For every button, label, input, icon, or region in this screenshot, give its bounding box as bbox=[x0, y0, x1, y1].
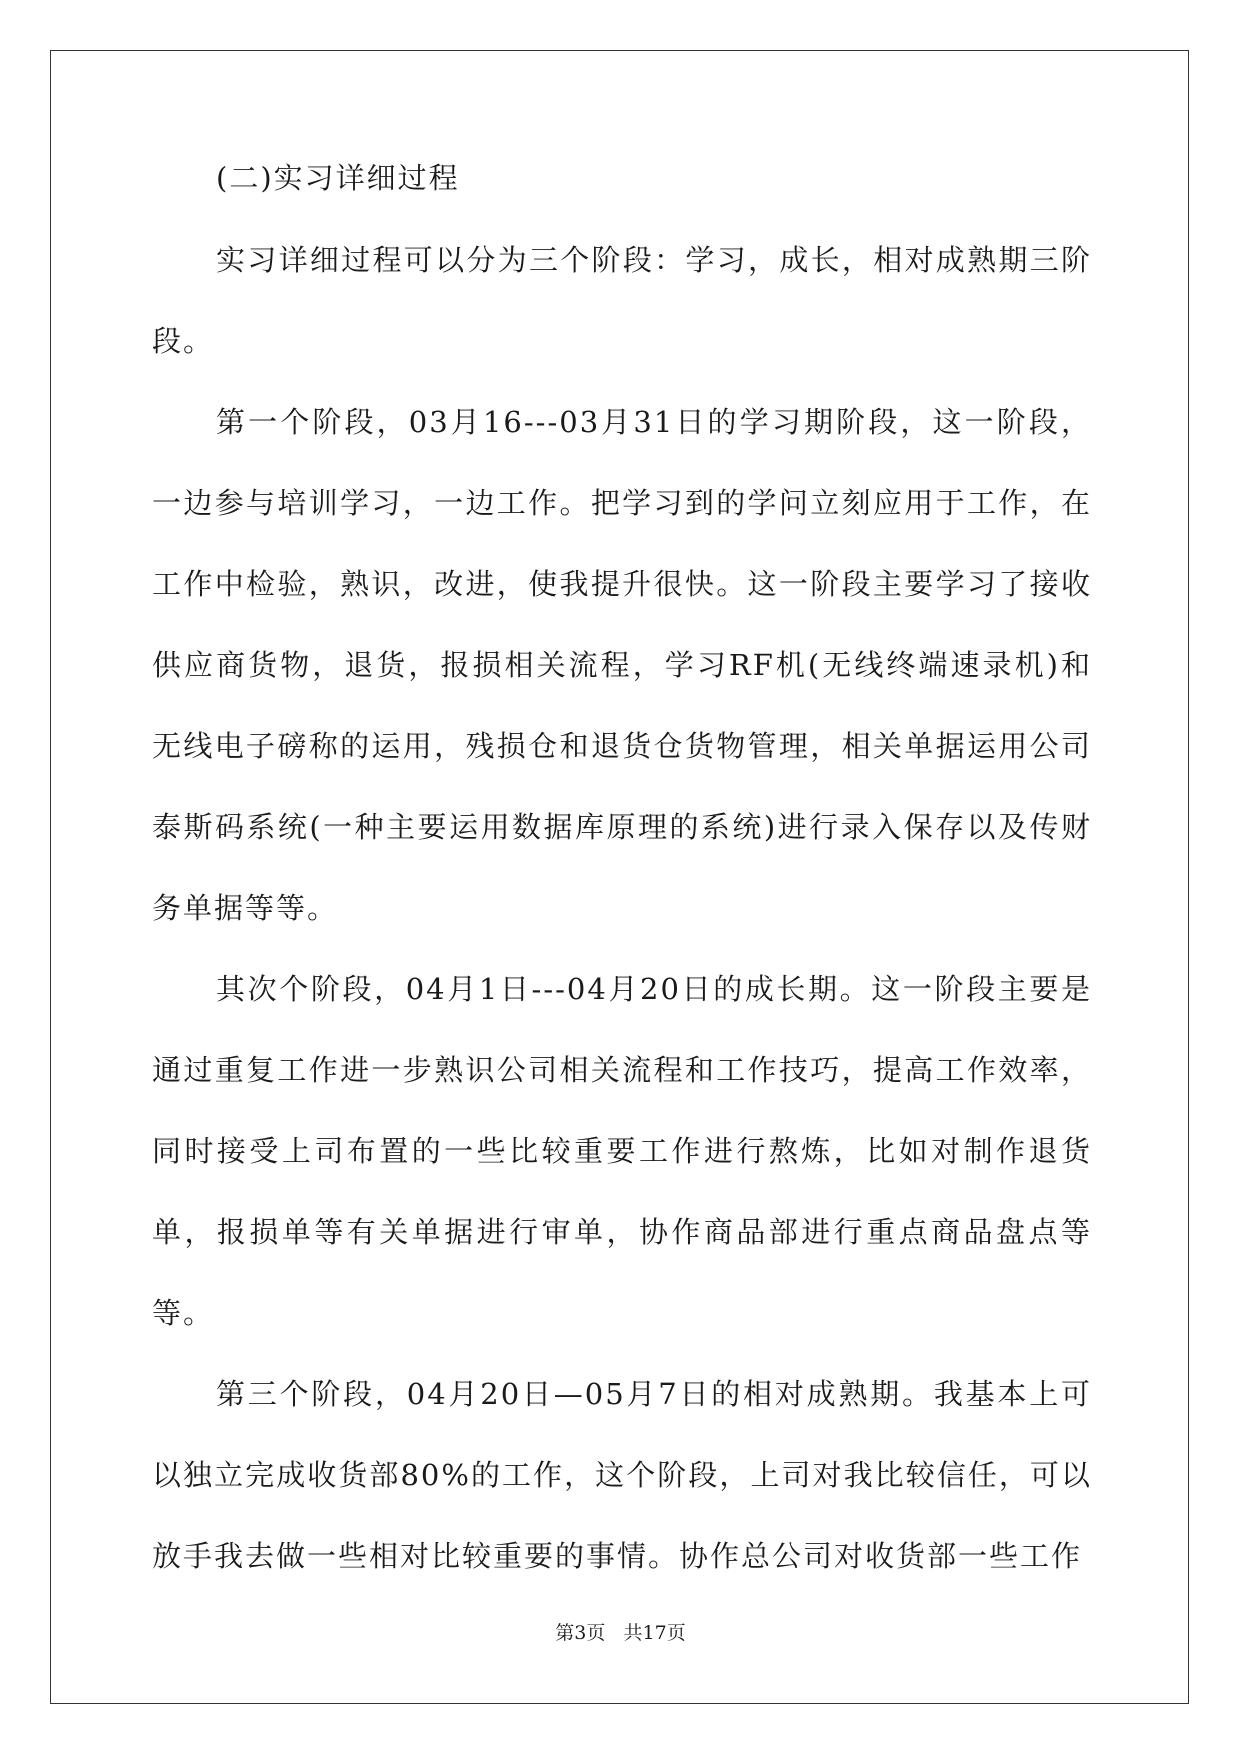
paragraph-stage-three: 第三个阶段，04月20日—05月7日的相对成熟期。我基本上可以独立完成收货部80%的工作，这个阶段，上司对我比较信任，可以放手我去做一些相对比较重要的事情。协作总公司对收货部一些工作 bbox=[152, 1377, 1092, 1573]
paragraph-stage-two: 其次个阶段，04月1日---04月20日的成长期。这一阶段主要是通过重复工作进一步熟识公司相关流程和工作技巧，提高工作效率，同时接受上司布置的一些比较重要工作进行熬炼，比如对制作退货单，报损单等有关单据进行审单，协作商品部进行重点商品盘点等等。 bbox=[152, 972, 1092, 1330]
paragraph-stage-one: 第一个阶段，03月16---03月31日的学习期阶段，这一阶段，一边参与培训学习，一边工作。把学习到的学问立刻应用于工作，在工作中检验，熟识，改进，使我提升很快。这一阶段主要学习了接收供应商货物，退货，报损相关流程，学习RF机(无线终端速录机)和无线电子磅称的运用，残损仓和退货仓货物管理，相关单据运用公司泰斯码系统(一种主要运用数据库原理的系统)进行录入保存以及传财务单据等等。 bbox=[152, 405, 1092, 925]
section-heading: (二)实习详细过程 bbox=[216, 161, 460, 195]
page-number: 第3页 bbox=[555, 1622, 606, 1644]
page-footer bbox=[0, 1618, 1241, 1645]
page-total: 共17页 bbox=[623, 1622, 686, 1644]
document-body bbox=[152, 160, 1092, 1597]
paragraph-overview: 实习详细过程可以分为三个阶段：学习，成长，相对成熟期三阶段。 bbox=[152, 243, 1092, 358]
